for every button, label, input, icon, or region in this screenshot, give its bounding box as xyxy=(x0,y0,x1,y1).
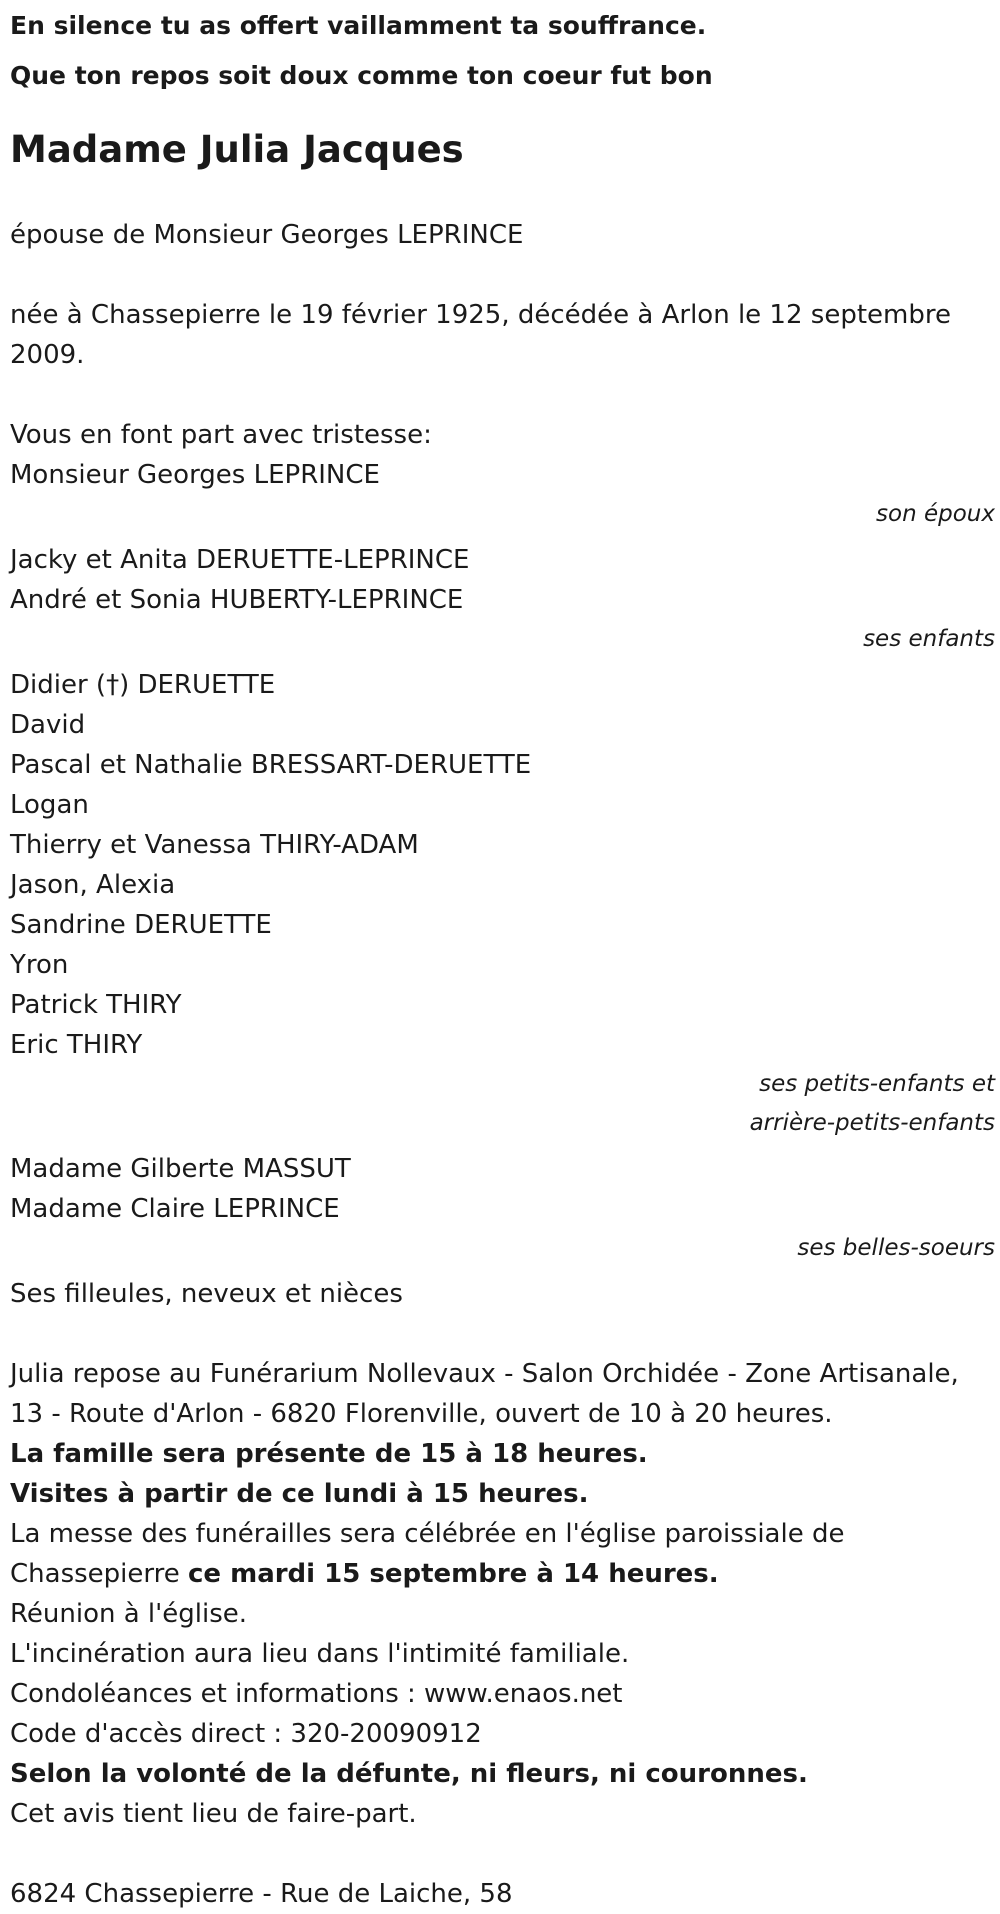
family-group-children xyxy=(10,540,995,659)
birth-death-line: née à Chassepierre le 19 février 1925, décédée à Arlon le 12 septembre 2009. xyxy=(10,300,951,370)
epigraph-line-2: Que ton repos soit doux comme ton coeur fut bon xyxy=(10,61,713,90)
mass-prefix: La messe des funérailles sera célébrée en l'église paroissiale de Chassepierre xyxy=(10,1519,845,1589)
family-member: Madame Gilberte MASSUT xyxy=(10,1154,351,1184)
spouse-line: épouse de Monsieur Georges LEPRINCE xyxy=(10,220,524,250)
mass-info xyxy=(10,1514,995,1594)
family-address: 6824 Chassepierre - Rue de Laiche, 58 xyxy=(10,1879,513,1909)
obituary-content xyxy=(10,0,995,1914)
family-group-sisters-in-law xyxy=(10,1149,995,1268)
family-group-spouse xyxy=(10,455,995,534)
cremation-info: L'incinération aura lieu dans l'intimité familiale. xyxy=(10,1639,630,1669)
relation-label: ses petits-enfants et arrière-petits-enfants xyxy=(749,1071,995,1136)
family-member: Madame Claire LEPRINCE xyxy=(10,1194,340,1224)
family-member: Didier (†) DERUETTE xyxy=(10,670,276,700)
family-member: Patrick THIRY xyxy=(10,990,182,1020)
family-member: Jason, Alexia xyxy=(10,870,176,900)
deceased-name: Madame Julia Jacques xyxy=(10,128,464,171)
family-member: Monsieur Georges LEPRINCE xyxy=(10,460,380,490)
condolences-info: Condoléances et informations : www.enaos.net xyxy=(10,1679,623,1709)
family-group-grandchildren xyxy=(10,665,995,1143)
family-member: Thierry et Vanessa THIRY-ADAM xyxy=(10,830,419,860)
no-flowers-info: Selon la volonté de la défunte, ni fleurs, ni couronnes. xyxy=(10,1759,808,1789)
funeral-info xyxy=(10,1354,995,1834)
family-member: Pascal et Nathalie BRESSART-DERUETTE xyxy=(10,750,532,780)
mass-date: ce mardi 15 septembre à 14 heures. xyxy=(188,1559,719,1589)
repose-info: Julia repose au Funérarium Nollevaux - Salon Orchidée - Zone Artisanale, 13 - Route d'Arlon - 6820 Florenville, ouvert de 10 à 20 heures. xyxy=(10,1359,959,1429)
epigraph-line-1: En silence tu as offert vaillamment ta souffrance. xyxy=(10,11,707,40)
family-member: André et Sonia HUBERTY-LEPRINCE xyxy=(10,585,464,615)
others-line: Ses filleules, neveux et nièces xyxy=(10,1279,403,1309)
family-member: Jacky et Anita DERUETTE-LEPRINCE xyxy=(10,545,470,575)
visits-info: Visites à partir de ce lundi à 15 heures. xyxy=(10,1479,589,1509)
family-member: Eric THIRY xyxy=(10,1030,143,1060)
notice-info: Cet avis tient lieu de faire-part. xyxy=(10,1799,417,1829)
relation-label: ses enfants xyxy=(863,626,995,652)
family-member: Yron xyxy=(10,950,69,980)
family-member: Logan xyxy=(10,790,89,820)
family-present-info: La famille sera présente de 15 à 18 heures. xyxy=(10,1439,648,1469)
meeting-info: Réunion à l'église. xyxy=(10,1599,248,1629)
family-member: David xyxy=(10,710,86,740)
family-member: Sandrine DERUETTE xyxy=(10,910,272,940)
announcement-intro: Vous en font part avec tristesse: xyxy=(10,420,432,450)
relation-label: son époux xyxy=(876,501,995,527)
access-code-info: Code d'accès direct : 320-20090912 xyxy=(10,1719,482,1749)
relation-label: ses belles-soeurs xyxy=(797,1235,995,1261)
